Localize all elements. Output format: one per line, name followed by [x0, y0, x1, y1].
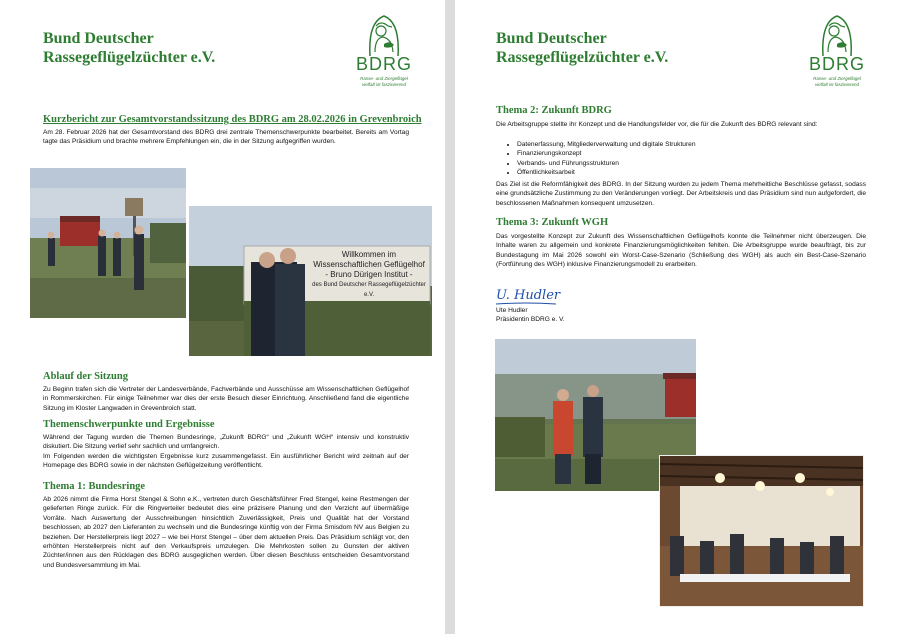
thema2-bullet-list	[505, 140, 696, 178]
themen-paragraph-2: Im Folgenden werden die wichtigsten Ergebnisse kurz zusammengefasst. Ein ausführlicher Bericht wird zeitnah auf der Homepage des BDRG sowie in der nächsten Geflügelzeitung veröffentlicht.	[43, 452, 409, 470]
thema1-text: Ab 2026 nimmt die Firma Horst Stengel & Sohn e.K., vertreten durch Geschäftsführer Fred Stengel, keine Restmengen der gelieferten Ringe zurück. Für die Ringverteiler bedeutet dies eine präzisere Planung und den Verzicht auf übermäßige Vorräte. Nach Auswertung der Ausschreibungen hinsichtlich Zuverlässigkeit, Preis und Qualität hat der Vorstand beschlossen, ab 2027 den Lieferanten zu wechseln und die Bundesringe künftig von der Firma Smisdom NV aus Belgien zu beziehen. Der Herstellerpreis liegt 2027 – wie bei Horst Stengel – über dem aktuellen Preis. Das Präsidium schlägt vor, den erhöhten Herstellerpreis nicht auf den Verkaufspreis umzulegen. Die Mehrkosten sollen zu Gunsten der aktiven Züchter/innen aus den Rücklagen des BDRG ausgeglichen werden. Über diesen Beschluss entscheiden Gesamtvorstand und Bundesversammlung im Mai.	[43, 496, 409, 569]
banner-line-1: Willkommen im	[341, 250, 397, 259]
banner-line-4: des Bund Deutscher Rassegeflügelzüchter e.V.	[312, 282, 426, 298]
org-name-line1: Bund Deutscher	[43, 30, 154, 47]
heading-thema3: Thema 3: Zukunft WGH	[496, 217, 609, 228]
list-item: • Verbands- und Führungsstrukturen	[517, 159, 696, 168]
intro-text: Am 28. Februar 2026 hat der Gesamtvorstand des BDRG drei zentrale Themenschwerpunkte bearbeitet. Bereits am Vortag tagte das Präsidium und brachte mehrere Empfehlungen ein, die in der Sitzung aufgegriffen wurden.	[43, 129, 409, 146]
logo-tagline	[348, 76, 420, 87]
banner-line-3: - Bruno Dürigen Institut -	[325, 270, 413, 279]
heading-thema2: Thema 2: Zukunft BDRG	[496, 105, 612, 116]
logo-tagline-1: Rasse- und Ziergeflügel	[813, 76, 861, 81]
themen-paragraph-1: Während der Tagung wurden die Themen Bundesringe, „Zukunft BDRG“ und „Zukunft WGH“ intensiv und konstruktiv diskutiert. Die Sitzung verlief sehr sachlich und umfangreich.	[43, 434, 409, 451]
bdrg-logo	[348, 14, 420, 94]
signatory-name: Ute Hudler	[496, 307, 528, 314]
org-name-line1: Bund Deutscher	[496, 30, 607, 47]
logo-tagline-2: vielfalt ist faszinierend	[361, 81, 407, 87]
logo-tagline-2: vielfalt ist faszinierend	[814, 81, 860, 87]
heading-thema1: Thema 1: Bundesringe	[43, 481, 146, 492]
page-right	[455, 0, 900, 634]
photo-meeting-room	[659, 455, 864, 607]
thema3-text: Das vorgestellte Konzept zur Zukunft des Wissenschaftlichen Geflügelhofs konnte die Teilnehmer nicht überzeugen. Die Inhalte waren zu allgemein und konkrete Finanzierungsmöglichkeiten fehlten. Die Arbeitsgruppe wurde beauftragt, bis zur Bundestagung im Mai 2026 sowohl ein Worst-Case-Szenario (Schließung des WGH) als auch ein Best-Case-Szenario (Fortführung des WGH) inklusive Finanzierungsmodell zu erarbeiten.	[496, 233, 866, 269]
thema2-intro: Die Arbeitsgruppe stellte ihr Konzept und die Handlungsfelder vor, die für die Zukunft des BDRG relevant sind:	[496, 121, 818, 128]
org-name-p2	[496, 29, 668, 67]
logo-tagline-1: Rasse- und Ziergeflügel	[360, 76, 408, 81]
heading-ablauf: Ablauf der Sitzung	[43, 371, 128, 382]
welcome-banner-text	[309, 250, 429, 300]
signature: U. Hudler	[496, 288, 561, 303]
banner-line-2: Wissenschaftlichen Geflügelhof	[313, 260, 425, 269]
org-name-line2: Rassegeflügelzüchter e.V.	[496, 49, 669, 66]
logo-text: BDRG	[808, 54, 865, 74]
org-name	[43, 29, 215, 67]
bdrg-logo-p2	[801, 14, 873, 94]
logo-text: BDRG	[355, 54, 412, 74]
heading-themenschwerpunkte: Themenschwerpunkte und Ergebnisse	[43, 419, 215, 430]
ablauf-text: Zu Beginn trafen sich die Vertreter der Landesverbände, Fachverbände und Ausschüsse am Wissenschaftlichen Geflügelhof in Rommerskirchen. Für einige Teilnehmer war dies der erste Besuch dieser Einrichtung. Anschließend fand die eigentliche Sitzung im Kloster Langwaden in Grevenbroich statt.	[43, 386, 409, 412]
signatory	[496, 306, 565, 324]
page-left	[0, 0, 445, 634]
photo-welcome-banner	[189, 206, 432, 356]
logo-emblem-icon	[348, 14, 420, 58]
themen-text	[43, 433, 409, 471]
thema2-outro: Das Ziel ist die Reformfähigkeit des BDRG. In der Sitzung wurden zu jedem Thema mehrheitliche Beschlüsse gefasst, sodass eine grundsätzliche Zustimmung zu den Veränderungen vorliegt. Der Arbeitskreis und das Präsidium sind nun aufgefordert, die beschlossenen Maßnahmen konsequent umzusetzen.	[496, 181, 866, 207]
list-item: • Datenerfassung, Mitgliederverwaltung und digitale Strukturen	[517, 140, 696, 149]
signatory-role: Präsidentin BDRG e. V.	[496, 316, 565, 323]
report-title: Kurzbericht zur Gesamtvorstandssitzung des BDRG am 28.02.2026 in Grevenbroich	[43, 114, 422, 125]
list-item: • Finanzierungskonzept	[517, 149, 696, 158]
logo-tagline	[801, 76, 873, 87]
list-item: • Öffentlichkeitsarbeit	[517, 168, 696, 177]
photo-group-outdoor	[30, 168, 186, 318]
logo-emblem-icon	[801, 14, 873, 58]
org-name-line2: Rassegeflügelzüchter e.V.	[43, 49, 216, 66]
